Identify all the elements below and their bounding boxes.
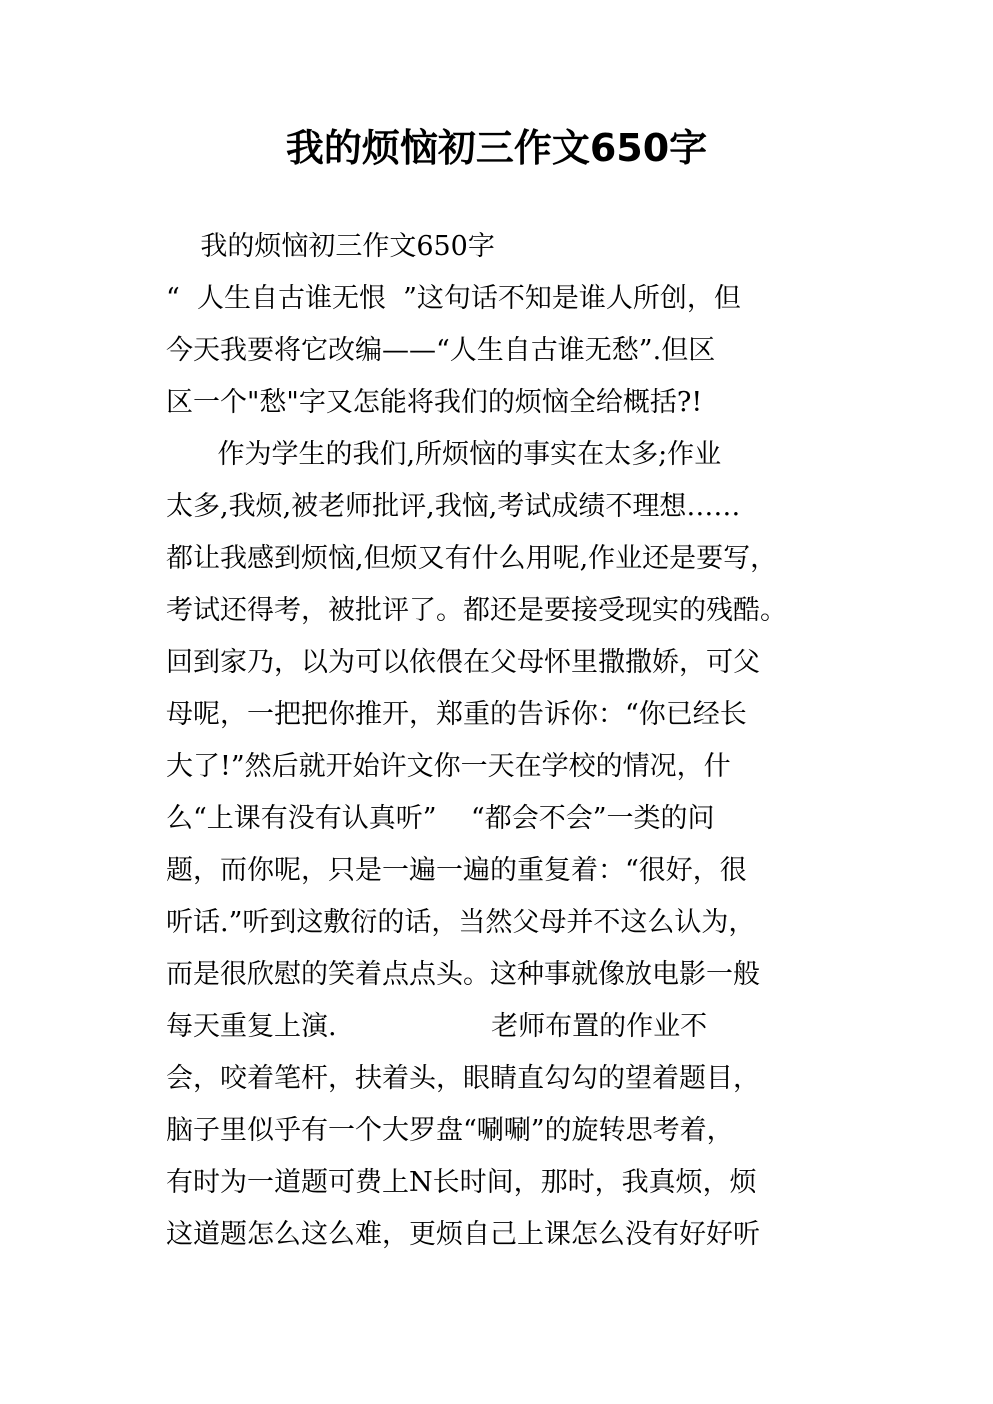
body-line: 考试还得考，被批评了。都还是要接受现实的残酷。 bbox=[166, 595, 787, 626]
document-body bbox=[166, 221, 856, 1261]
document-title: 我的烦恼初三作文650字 bbox=[285, 126, 708, 170]
body-line: 脑子里似乎有一个大罗盘“唰唰”的旋转思考着， bbox=[166, 1115, 734, 1146]
body-line: 母呢，一把把你推开，郑重的告诉你：“你已经长 bbox=[166, 699, 747, 730]
body-line: 么“上课有没有认真听” “都会不会”一类的问 bbox=[166, 803, 715, 834]
body-line: 作为学生的我们,所烦恼的事实在太多;作业 bbox=[166, 439, 722, 470]
body-line: 而是很欣慰的笑着点点头。这种事就像放电影一般 bbox=[166, 959, 760, 990]
body-line: 今天我要将它改编——“人生自古谁无愁”.但区 bbox=[166, 335, 716, 366]
body-line: 每天重复上演. 老师布置的作业不 bbox=[166, 1011, 708, 1042]
body-line: 回到家乃，以为可以依偎在父母怀里撒撒娇，可父 bbox=[166, 647, 760, 678]
body-line: 太多,我烦,被老师批评,我恼,考试成绩不理想…… bbox=[166, 491, 741, 522]
body-line: 我的烦恼初三作文650字 bbox=[166, 231, 495, 262]
body-line: “ 人生自古谁无恨 ”这句话不知是谁人所创，但 bbox=[166, 283, 741, 314]
body-line: 这道题怎么这么难，更烦自己上课怎么没有好好听 bbox=[166, 1219, 760, 1250]
body-line: 听话.”听到这敷衍的话，当然父母并不这么认为， bbox=[166, 907, 756, 938]
body-line: 会，咬着笔杆，扶着头，眼睛直勾勾的望着题目， bbox=[166, 1063, 760, 1094]
body-line: 有时为一道题可费上N长时间，那时，我真烦，烦 bbox=[166, 1167, 757, 1198]
body-line: 题，而你呢，只是一遍一遍的重复着：“很好，很 bbox=[166, 855, 747, 886]
body-line: 大了!”然后就开始许文你一天在学校的情况，什 bbox=[166, 751, 731, 782]
body-line: 区一个"愁"字又怎能将我们的烦恼全给概括?! bbox=[166, 387, 703, 418]
body-line: 都让我感到烦恼,但烦又有什么用呢,作业还是要写， bbox=[166, 543, 778, 574]
